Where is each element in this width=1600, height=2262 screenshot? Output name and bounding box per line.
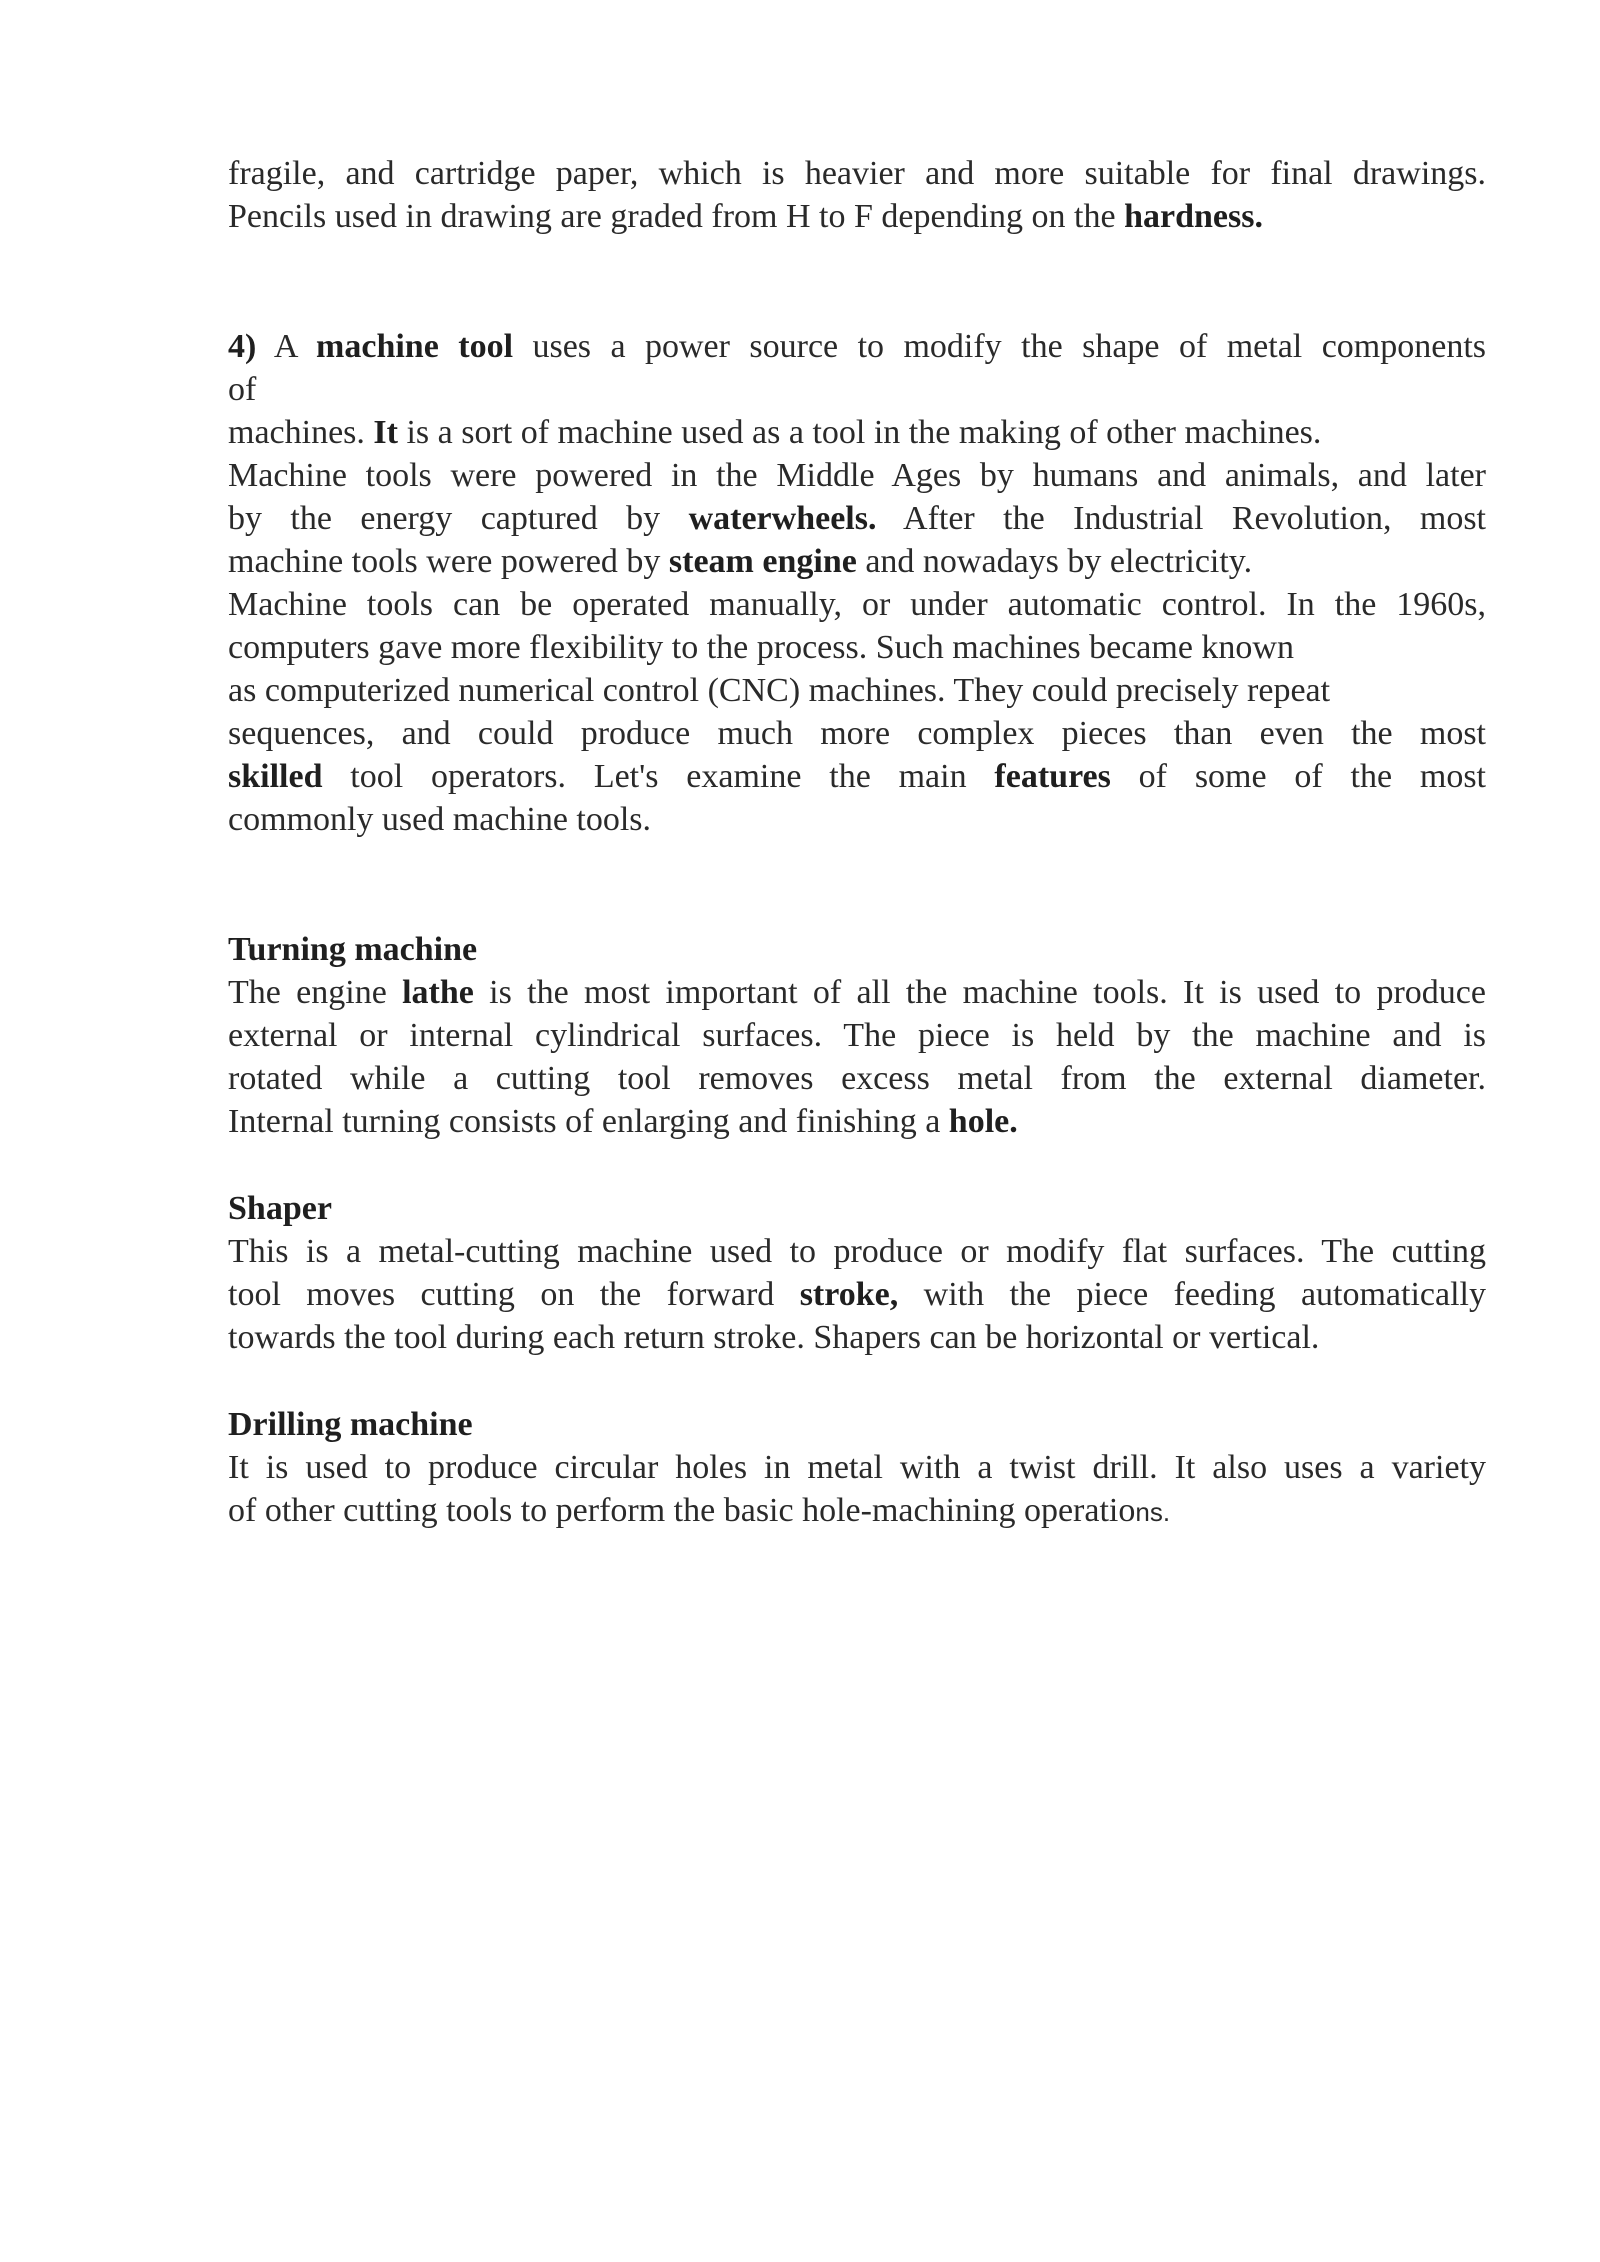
bold-term: features [994, 758, 1111, 795]
bold-term: It [373, 414, 398, 451]
section4-line-8 [228, 626, 1294, 669]
body-text: The engine [228, 974, 403, 1011]
drilling-line-1 [228, 1446, 1486, 1489]
body-text: rotated while a cutting tool removes excess metal from the external diameter. [228, 1060, 1486, 1097]
body-text: by the energy captured by [228, 500, 689, 537]
section4-line-6 [228, 540, 1252, 583]
shaper-line-2 [228, 1273, 1486, 1316]
body-text: machine tools were powered by [228, 543, 669, 580]
body-text: Machine tools were powered in the Middle Ages by humans and animals, and later [228, 457, 1486, 494]
body-text: After the Industrial Revolution, most [876, 500, 1487, 537]
bold-term: waterwheels. [688, 500, 877, 537]
body-text: Machine tools can be operated manually, or under automatic control. In the 1960s, [228, 586, 1486, 623]
bold-term: machine tool [316, 328, 514, 365]
section4-line-7 [228, 583, 1486, 626]
bold-term: skilled [228, 758, 323, 795]
body-text: tool moves cutting on the forward [228, 1276, 800, 1313]
section4-line-12 [228, 798, 651, 841]
body-text: machines. [228, 414, 374, 451]
section4-line-10 [228, 712, 1486, 755]
turning-line-4 [228, 1100, 1018, 1143]
body-text: A [256, 328, 317, 365]
section4-line-3 [228, 411, 1321, 454]
body-text: It is used to produce circular holes in metal with a twist drill. It also uses a variety [228, 1449, 1486, 1486]
body-text: tool operators. Let's examine the main [322, 758, 995, 795]
body-text-small: ns. [1135, 1497, 1171, 1527]
shaper-line-3 [228, 1316, 1319, 1359]
bold-term: steam engine [668, 543, 857, 580]
body-text: commonly used machine tools. [228, 801, 652, 838]
bold-term: hole. [948, 1103, 1018, 1140]
bold-term: lathe [402, 974, 474, 1011]
section4-line-5 [228, 497, 1486, 540]
body-text: external or internal cylindrical surfaces. The piece is held by the machine and is [228, 1017, 1486, 1054]
turning-line-2 [228, 1014, 1486, 1057]
section-number: 4) [228, 328, 257, 365]
body-text: This is a metal-cutting machine used to produce or modify flat surfaces. The cutting [228, 1233, 1486, 1270]
body-text: is the most important of all the machine tools. It is used to produce [473, 974, 1486, 1011]
section4-line-1 [228, 325, 1486, 368]
body-text: Internal turning consists of enlarging and finishing a [228, 1103, 949, 1140]
body-text: of other cutting tools to perform the basic hole-machining operatio [228, 1492, 1136, 1529]
body-text: sequences, and could produce much more complex pieces than even the most [228, 715, 1486, 752]
body-text: of some of the most [1110, 758, 1487, 795]
body-text: and nowadays by electricity. [856, 543, 1253, 580]
intro-text: Pencils used in drawing are graded from H to F depending on the [228, 198, 1125, 235]
body-text: with the piece feeding automatically [898, 1276, 1486, 1313]
bold-term: hardness. [1124, 198, 1263, 235]
turning-line-3 [228, 1057, 1486, 1100]
body-text: of [228, 371, 257, 408]
section4-line-11 [228, 755, 1486, 798]
section4-line-9 [228, 669, 1330, 712]
body-text: towards the tool during each return stroke. Shapers can be horizontal or vertical. [228, 1319, 1320, 1356]
turning-machine-heading: Turning machine [228, 931, 478, 968]
shaper-heading: Shaper [228, 1190, 332, 1227]
intro-line-2 [228, 195, 1263, 238]
body-text: computers gave more flexibility to the process. Such machines became known [228, 629, 1294, 666]
bold-term: stroke, [799, 1276, 899, 1313]
section4-line-4 [228, 454, 1486, 497]
intro-text: fragile, and cartridge paper, which is heavier and more suitable for final drawings. [228, 155, 1486, 192]
section4-line-2 [228, 368, 256, 411]
turning-line-1 [228, 971, 1486, 1014]
body-text: is a sort of machine used as a tool in the making of other machines. [397, 414, 1322, 451]
body-text: uses a power source to modify the shape of metal components [513, 328, 1486, 365]
shaper-line-1 [228, 1230, 1486, 1273]
body-text: as computerized numerical control (CNC) machines. They could precisely repeat [228, 672, 1331, 709]
intro-line-1 [228, 152, 1486, 195]
drilling-machine-heading: Drilling machine [228, 1406, 473, 1443]
drilling-line-2 [228, 1489, 1170, 1534]
